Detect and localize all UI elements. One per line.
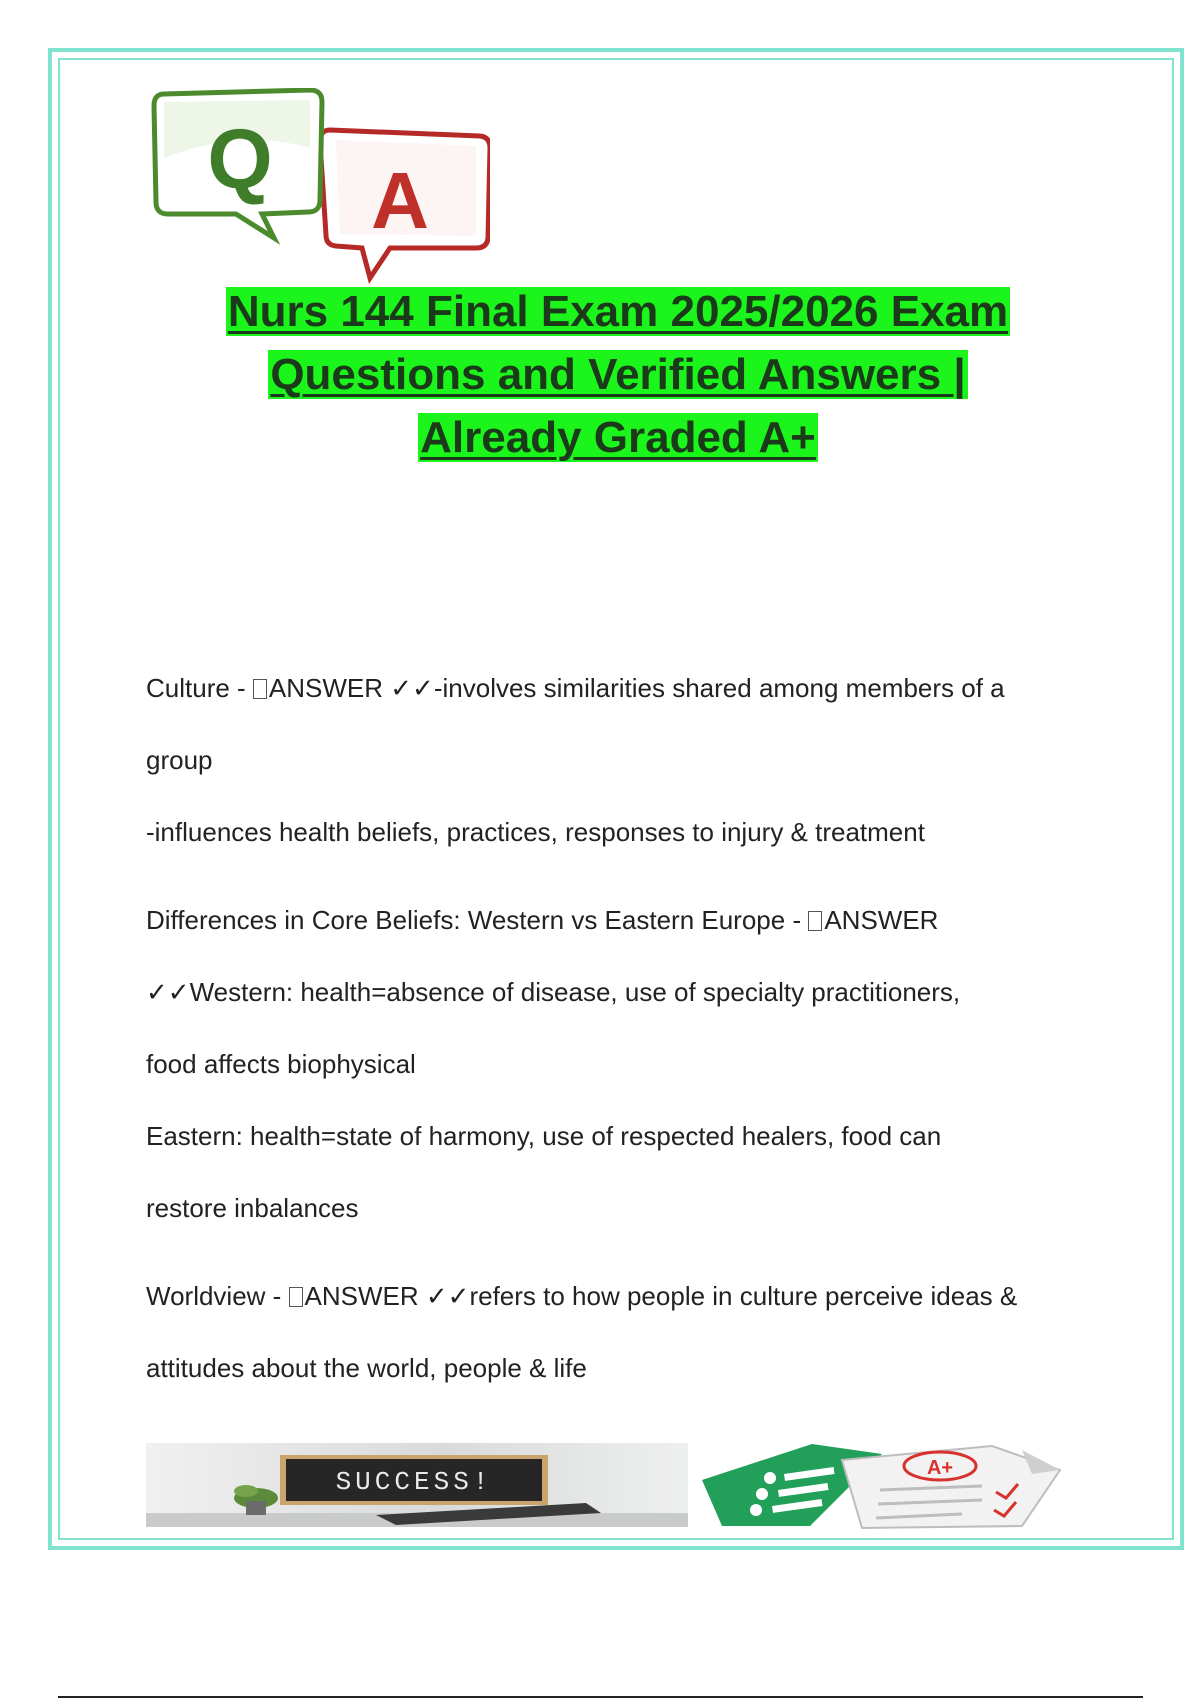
qa-line: Differences in Core Beliefs: Western vs Eastern Europe - ANSWER xyxy=(146,905,939,935)
qa-line: Eastern: health=state of harmony, use of respected healers, food can xyxy=(146,1121,942,1151)
answer-bubble-icon xyxy=(320,130,490,278)
title-line-2: Questions and Verified Answers | xyxy=(270,350,966,399)
svg-text:SUCCESS!: SUCCESS! xyxy=(335,1467,493,1497)
qa-line: -influences health beliefs, practices, responses to injury & treatment xyxy=(146,817,925,847)
qa-logo-icon xyxy=(150,88,490,288)
qa-line: food affects biophysical xyxy=(146,1049,416,1079)
logo-q-letter: Q xyxy=(207,112,273,206)
footer-rule xyxy=(58,1696,1143,1698)
missing-glyph-box-icon xyxy=(289,1287,303,1307)
document-title xyxy=(100,280,1136,469)
qa-line: restore inbalances xyxy=(146,1193,359,1223)
qa-line: attitudes about the world, people & life xyxy=(146,1353,587,1383)
svg-text:A+: A+ xyxy=(926,1457,954,1479)
qa-content xyxy=(146,652,1126,1420)
success-sign-icon xyxy=(146,1443,688,1527)
logo-a-letter: A xyxy=(371,156,429,245)
qa-line: Worldview - ANSWER ✓✓refers to how people in culture perceive ideas & xyxy=(146,1281,1018,1311)
qa-item-core-beliefs xyxy=(146,884,1126,1244)
graded-exam-icon xyxy=(692,1440,1082,1530)
qa-line: group xyxy=(146,745,213,775)
missing-glyph-box-icon xyxy=(808,911,822,931)
qa-item-worldview xyxy=(146,1260,1126,1404)
title-line-3: Already Graded A+ xyxy=(420,413,816,462)
qa-line: Culture - ANSWER ✓✓-involves similarities shared among members of a xyxy=(146,673,1005,703)
qa-item-culture xyxy=(146,652,1126,868)
missing-glyph-box-icon xyxy=(253,679,267,699)
success-banner-image xyxy=(146,1443,688,1527)
question-bubble-icon xyxy=(154,90,322,238)
qa-line: ✓✓Western: health=absence of disease, use of specialty practitioners, xyxy=(146,977,961,1007)
title-line-1: Nurs 144 Final Exam 2025/2026 Exam xyxy=(227,287,1009,336)
